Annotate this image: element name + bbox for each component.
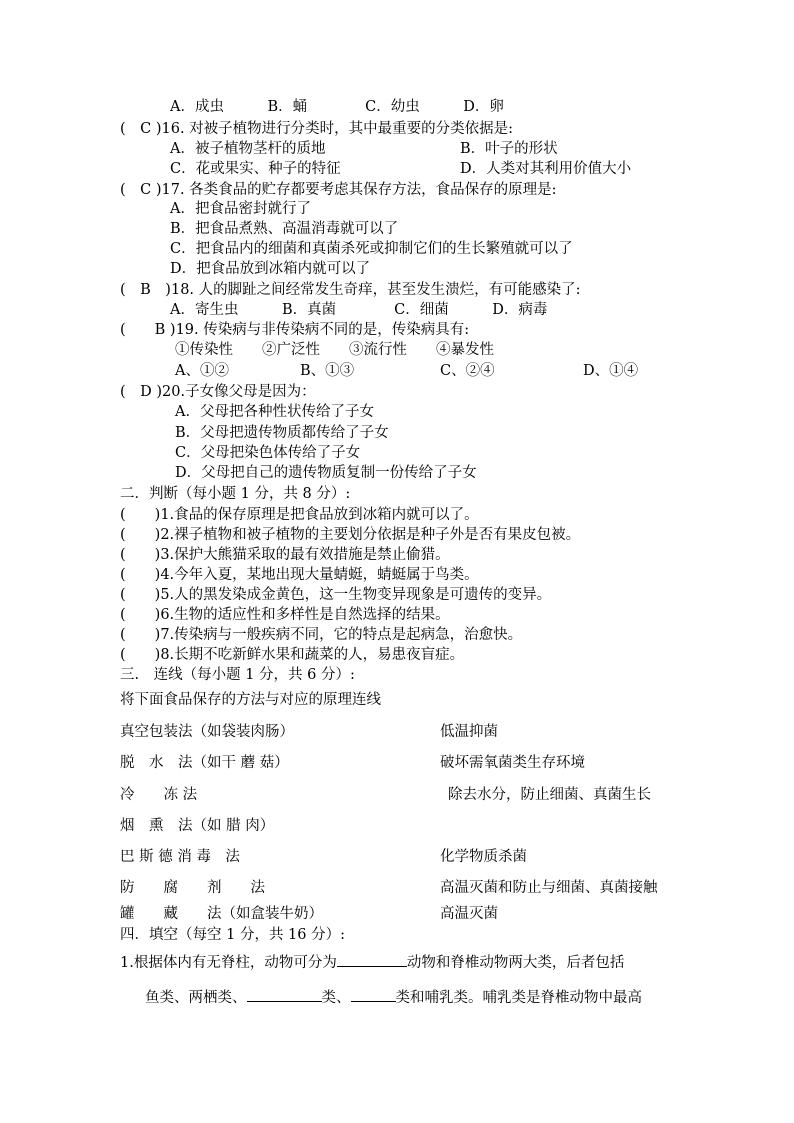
fill-q1-line1: [120, 950, 624, 973]
section4-title: 四．填空（每空 1 分，共 16 分）:: [120, 927, 345, 943]
judge-item-3: ( )3.保护大熊猫采取的最有效措施是禁止偷猎。: [120, 547, 450, 563]
q16-option-a: A．被子植物茎杆的质地: [170, 141, 326, 157]
q18-stem: ( B )18. 人的脚趾之间经常发生奇痒，甚至发生溃烂，有可能感染了:: [120, 282, 581, 298]
principle-5: 高温灭菌和防止与细菌、真菌接触: [440, 880, 658, 896]
principle-2: 破坏需氧菌类生存环境: [440, 755, 585, 771]
q15-options: A．成虫 B．蛹 C．幼虫 D．卵: [170, 99, 504, 115]
judge-item-2: ( )2.裸子植物和被子植物的主要划分依据是种子外是否有果皮包被。: [120, 527, 581, 543]
section3-title: 三. 连线（每小题 1 分，共 6 分）:: [120, 667, 355, 683]
judge-item-6: ( )6.生物的适应性和多样性是自然选择的结果。: [120, 607, 450, 623]
principle-1: 低温抑菌: [440, 724, 498, 740]
q19-option-c: C、②④: [440, 363, 495, 379]
judge-item-5: ( )5.人的黑发染成金黄色，这一生物变异现象是可遗传的变异。: [120, 587, 552, 603]
section3-instruction: 将下面食品保存的方法与对应的原理连线: [120, 692, 381, 708]
q17-option-c: C．把食品内的细菌和真菌杀死或抑制它们的生长繁殖就可以了: [170, 241, 573, 257]
q16-option-c: C．花或果实、种子的特征: [170, 161, 341, 177]
method-1: 真空包装法（如袋装肉肠）: [120, 724, 294, 740]
q17-stem: ( C )17. 各类食品的贮存都要考虑其保存方法，食品保存的原理是:: [120, 182, 557, 198]
q19-items: ①传染性 ②广泛性 ③流行性 ④暴发性: [175, 342, 494, 358]
judge-item-8: ( )8.长期不吃新鲜水果和蔬菜的人，易患夜盲症。: [120, 647, 465, 663]
principle-6: 高温灭菌: [440, 906, 498, 922]
q19-option-b: B、①③: [300, 363, 355, 379]
q20-stem: ( D )20.子女像父母是因为：: [120, 384, 316, 400]
q19-stem: ( B )19. 传染病与非传染病不同的是，传染病具有:: [120, 322, 470, 338]
blank-3[interactable]: [351, 985, 396, 1002]
method-2: 脱 水 法（如干 蘑 菇）: [120, 755, 289, 771]
method-3: 冷 冻 法: [120, 787, 198, 803]
blank-2[interactable]: [247, 985, 322, 1002]
q18-options: A．寄生虫 B．真菌 C．细菌 D．病毒: [170, 302, 548, 318]
blank-1[interactable]: [337, 950, 407, 967]
method-5: 巴 斯 德 消 毒 法: [120, 849, 240, 865]
q17-option-b: B．把食品煮熟、高温消毒就可以了: [170, 221, 399, 237]
q16-option-d: D．人类对其利用价值大小: [460, 161, 632, 177]
principle-3: 除去水分，防止细菌、真菌生长: [448, 787, 651, 803]
method-4: 烟 熏 法（如 腊 肉）: [120, 818, 275, 834]
q20-option-d: D．父母把自己的遗传物质复制一份传给了子女: [175, 465, 477, 481]
judge-item-4: ( )4.今年入夏，某地出现大量蜻蜓，蜻蜓属于鸟类。: [120, 567, 479, 583]
judge-item-1: ( )1.食品的保存原理是把食品放到冰箱内就可以了。: [120, 507, 479, 523]
q19-option-a: A、①②: [175, 363, 229, 379]
method-7: 罐 藏 法（如盒装牛奶）: [120, 906, 323, 922]
fill-q1-text-1: 1.根据体内有无脊柱，动物可分为: [120, 955, 337, 971]
fill-q1-text-3: 鱼类、两栖类、: [145, 990, 247, 1006]
judge-item-7: ( )7.传染病与一般疾病不同，它的特点是起病急，治愈快。: [120, 627, 523, 643]
fill-q1-text-2: 动物和脊椎动物两大类，后者包括: [406, 955, 625, 971]
q17-option-d: D．把食品放到冰箱内就可以了: [170, 261, 371, 277]
q16-stem: ( C )16. 对被子植物进行分类时，其中最重要的分类依据是:: [120, 121, 514, 137]
q20-option-b: B．父母把遗传物质都传给了子女: [175, 425, 389, 441]
method-6: 防 腐 剂 法: [120, 880, 265, 896]
q20-option-a: A．父母把各种性状传给了子女: [175, 404, 374, 420]
q16-option-b: B．叶子的形状: [460, 141, 558, 157]
principle-4: 化学物质杀菌: [440, 849, 527, 865]
q20-option-c: C．父母把染色体传给了子女: [175, 445, 361, 461]
fill-q1-text-5: 类和哺乳类。哺乳类是脊椎动物中最高: [395, 990, 642, 1006]
section2-title: 二．判断（每小题 1 分，共 8 分）:: [120, 486, 351, 502]
fill-q1-line2: [145, 985, 642, 1008]
fill-q1-text-4: 类、: [321, 990, 351, 1006]
q17-option-a: A．把食品密封就行了: [170, 201, 311, 217]
q19-option-d: D、①④: [583, 363, 639, 379]
